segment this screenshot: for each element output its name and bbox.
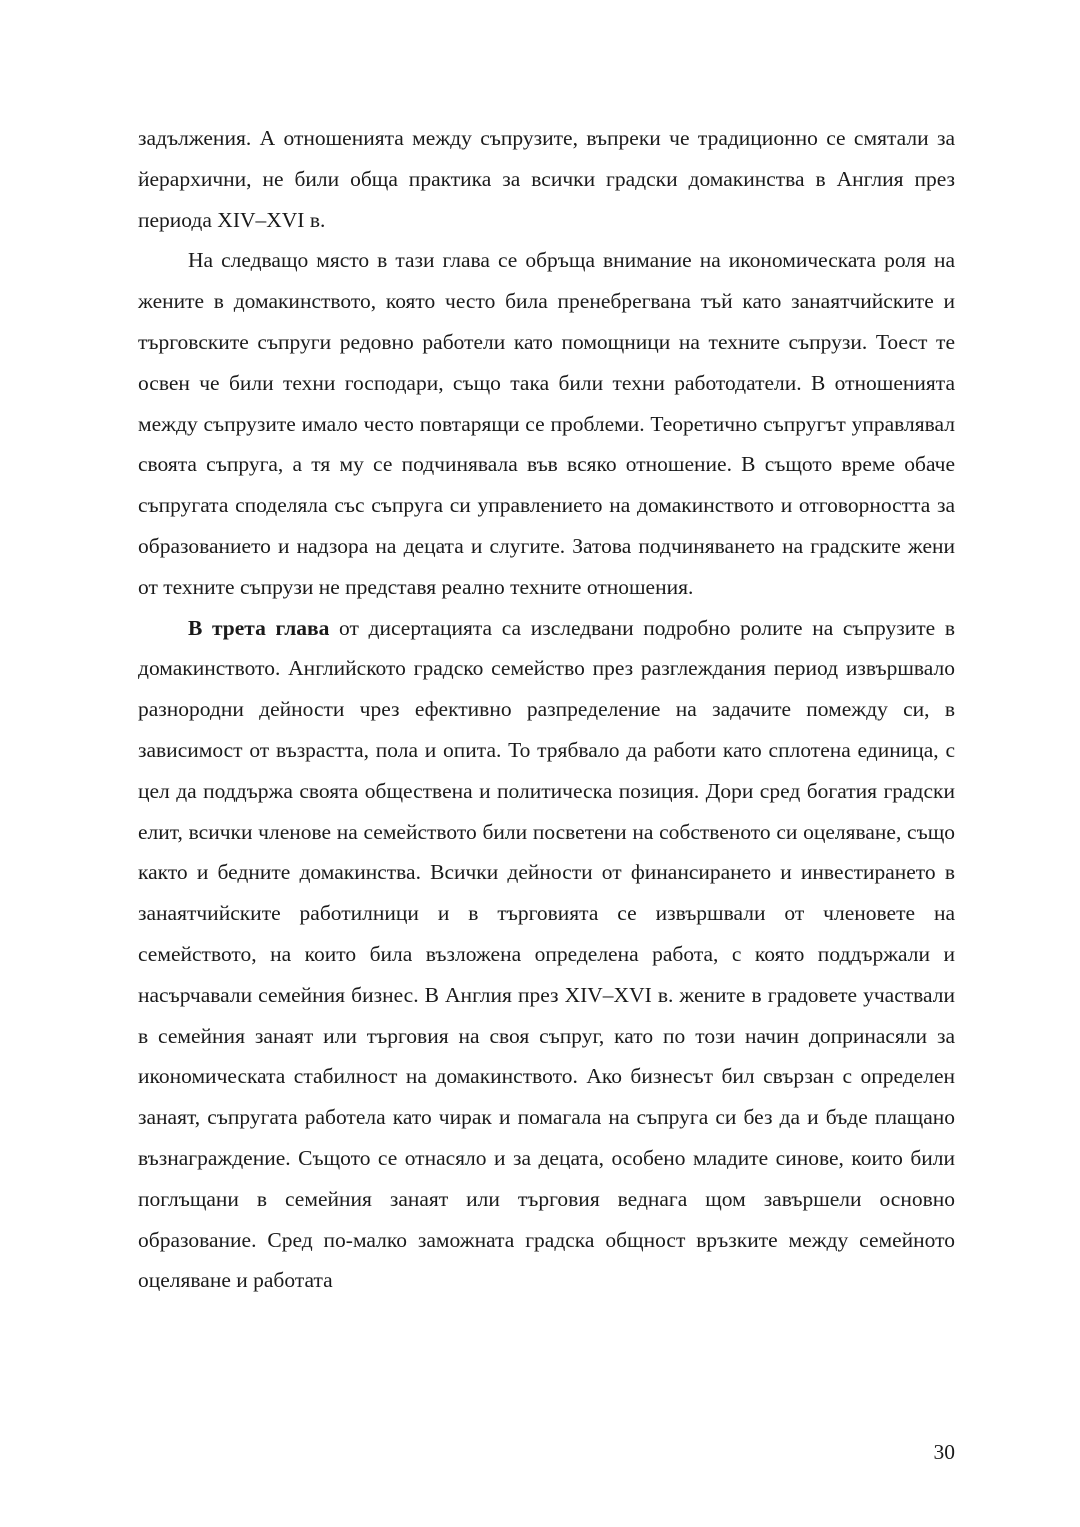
page-body bbox=[138, 118, 955, 1301]
page-number: 30 bbox=[933, 1440, 955, 1464]
chapter-reference: В трета глава bbox=[188, 615, 330, 640]
paragraph-3 bbox=[138, 608, 955, 1302]
paragraph-1: задължения. А отношенията между съпрузите, въпреки че традиционно се смятали за йерархични, не били обща практика за всички градски домакинства в Англия през периода XIV–XVI в. bbox=[138, 126, 955, 232]
paragraph-2: На следващо място в тази глава се обръща внимание на икономическата роля на жените в домакинството, която често била пренебрегвана тъй като занаятчийските и търговските съпруги редовно работели като помощници на техните съпрузи. Тоест те освен че били техни господари, също така били техни работодатели. В отношенията между съпрузите имало често повтарящи се проблеми. Теоретично съпругът управлявал своята съпруга, а тя му се подчинявала във всяко отношение. В същото време обаче съпругата споделяла със съпруга си управлението на домакинството и отговорността за образованието и надзора на децата и слугите. Затова подчиняването на градските жени от техните съпрузи не представя реално техните отношения. bbox=[138, 248, 955, 599]
paragraph-3-text: от дисертацията са изследвани подробно ролите на съпрузите в домакинството. Английското градско семейство през разглеждания период извършвало разнородни дейности чрез ефективно разпределение на задачите помежду си, в зависимост от възрастта, пола и опита. То трябвало да работи като сплотена единица, с цел да поддържа своята обществена и политическа позиция. Дори сред богатия градски елит, всички членове на семейството били посветени на собственото си оцеляване, също както и бедните домакинства. Всички дейности от финансирането и инвестирането в занаятчийските работилници и в търговията се извършвали от членовете на семейството, на които била възложена определена работа, с която поддържали и насърчавали семейния бизнес. В Англия през XIV–XVI в. жените в градовете участвали в семейния занаят или търговия на своя съпруг, като по този начин допринасяли за икономическата стабилност на домакинството. Ако бизнесът бил свързан с определен занаят, съпругата работела като чирак и помагала на съпруга си без да и бъде плащано възнаграждение. Същото се отнасяло и за децата, особено младите синове, които били поглъщани в семейния занаят или търговия веднага щом завършели основно образование. Сред по-малко заможната градска общност връзките между семейното оцеляване и работата bbox=[138, 615, 955, 1293]
